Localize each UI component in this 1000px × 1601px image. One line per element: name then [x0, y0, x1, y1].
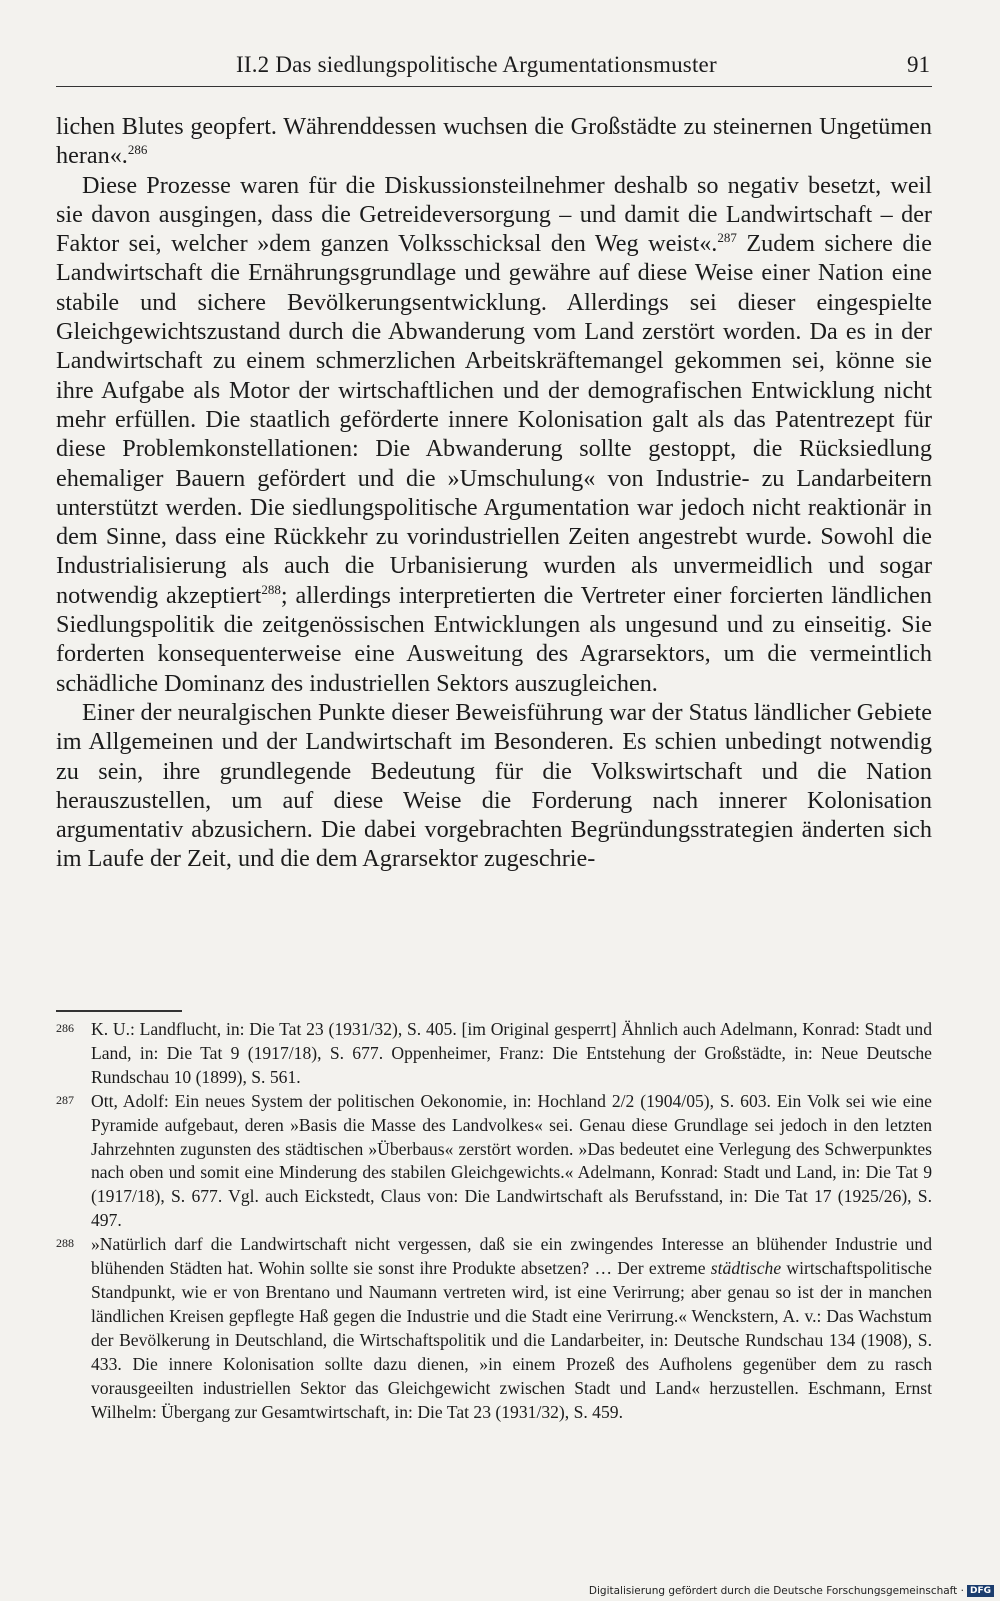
footnote-number: 287 [56, 1092, 74, 1107]
footnote-ref-287[interactable]: 287 [717, 230, 737, 246]
running-header [56, 52, 932, 87]
running-header-title: II.2 Das siedlungspolitische Argumentationsmuster [236, 52, 717, 77]
footnote-text: Ott, Adolf: Ein neues System der politischen Oekonomie, in: Hochland 2/2 (1904/05), S. 603. Ein Volk sei wie eine Pyramide aufgebaut, deren »Basis die Masse des Landvolkes« sei. Genau diese Grundlage sei jedoch in den letzten Jahrzehnten zugunsten des städtischen »Überbaus« zerstört worden. »Das bedeutet eine Verlegung des Schwerpunktes nach oben und somit eine Minderung des stabilen Gleichgewichts.« Adelmann, Konrad: Stadt und Land, in: Die Tat 9 (1917/18), S. 677. Vgl. auch Eickstedt, Claus von: Die Landwirtschaft als Berufsstand, in: Die Tat 17 (1925/26), S. 497. [91, 1090, 932, 1231]
paragraph-3: Einer der neuralgischen Punkte dieser Beweisführung war der Status ländlicher Gebiete im Allgemeinen und der Landwirtschaft im Besonderen. Es schien unbedingt notwendig zu sein, ihre grundlegende Bedeutung für die Volkswirtschaft und die Nation herauszustellen, um auf diese Weise die Forderung nach innerer Kolonisation argumentativ abzusichern. Die dabei vorgebrachten Begründungsstrategien änderten sich im Laufe der Zeit, und die dem Agrarsektor zugeschrie- [56, 698, 932, 873]
body-text [56, 112, 932, 874]
footnote-288 [56, 1233, 932, 1424]
credit-text: Digitalisierung gefördert durch die Deutsche Forschungsgemeinschaft · [588, 1585, 964, 1597]
footnote-number: 288 [56, 1236, 74, 1251]
footnote-text: »Natürlich darf die Landwirtschaft nicht vergessen, daß sie ein zwingendes Interesse an blühender Industrie und blühenden Städten hat. Wohin sollte sie sonst ihre Produkte absetzen? … Der extreme städtische wirtschaftspolitische Standpunkt, wie er von Brentano und Naumann vertreten wird, ist eine Verirrung; aber genau so ist der in manchen ländlichen Kreisen gepflegte Haß gegen die Industrie und die Stadt eine Verirrung.« Wenckstern, A. v.: Das Wachstum der Bevölkerung in Deutschland, die Wirtschaftspolitik und die Landarbeiter, in: Deutsche Rundschau 134 (1908), S. 433. Die innere Kolonisation sollte dazu dienen, »in einem Prozeß des Aufholens gegenüber dem zu rasch vorausgeeilten industriellen Sektor das Gleichgewicht zwischen Stadt und Land« herzustellen. Eschmann, Ernst Wilhelm: Übergang zur Gesamtwirtschaft, in: Die Tat 23 (1931/32), S. 459. [91, 1234, 932, 1422]
digitization-credit [589, 1585, 994, 1597]
footnote-text: K. U.: Landflucht, in: Die Tat 23 (1931/32), S. 405. [im Original gesperrt] Ähnlich auch Adelmann, Konrad: Stadt und Land, in: Die Tat 9 (1917/18), S. 677. Oppenheimer, Franz: Die Entstehung der Großstädte, in: Neue Deutsche Rundschau 10 (1899), S. 561. [91, 1019, 932, 1087]
italic-emphasis: städtische [710, 1258, 782, 1279]
footnotes [56, 1018, 932, 1424]
footnote-number: 286 [56, 1021, 74, 1035]
dfg-logo: DFG [967, 1585, 994, 1597]
paragraph-2: Diese Prozesse waren für die Diskussionsteilnehmer deshalb so negativ besetzt, weil sie davon ausgingen, dass die Getreideversorgung – und damit die Landwirtschaft – der Faktor sei, welcher »dem ganzen Volksschicksal den Weg weist«.$^{287}$ Zudem sichere die Landwirtschaft die Ernährungsgrundlage und gewähre auf diese Weise einer Nation eine stabile und sichere Bevölkerungsentwicklung. Allerdings sei dieser eingespielte Gleichgewichtszustand durch die Abwanderung vom Land zerstört worden. Da es in der Landwirtschaft zu einem schmerzlichen Arbeitskräftemangel gekommen sei, könne sie ihre Aufgabe als Motor der wirtschaftlichen und der demografischen Entwicklung nicht mehr erfüllen. Die staatlich geförderte innere Kolonisation galt als das Patentrezept für diese Problemkonstellationen: Die Abwanderung sollte gestoppt, die Rücksiedlung ehemaliger Bauern gefördert und die »Umschulung« von Industrie- zu Landarbeitern unterstützt werden. Die siedlungspolitische Argumentation war jedoch nicht reaktionär in dem Sinne, dass eine Rückkehr zu vorindustriellen Zeiten angestrebt wurde. Sowohl die Industrialisierung als auch die Urbanisierung wurden als unvermeidlich und sogar notwendig akzeptiert$^{288}$; allerdings interpretierten die Vertreter einer forcierten ländlichen Siedlungspolitik die zeitgenössischen Entwicklungen als ungesund und zu einseitig. Sie forderten konsequenterweise eine Ausweitung des Agrarsektors, um die vermeintlich schädliche Dominanz des industriellen Sektors auszugleichen. [56, 171, 932, 697]
footnote-separator [56, 1010, 182, 1012]
page-number: 91 [907, 52, 930, 77]
paragraph-1: lichen Blutes geopfert. Währenddessen wuchsen die Großstädte zu steinernen Ungetümen heran«.$^{286}$ [56, 113, 932, 170]
footnote-ref-288[interactable]: 288 [261, 581, 281, 597]
footnote-287 [56, 1090, 932, 1233]
footnote-ref-286[interactable]: 286 [127, 142, 148, 158]
footnote-286 [56, 1018, 932, 1090]
